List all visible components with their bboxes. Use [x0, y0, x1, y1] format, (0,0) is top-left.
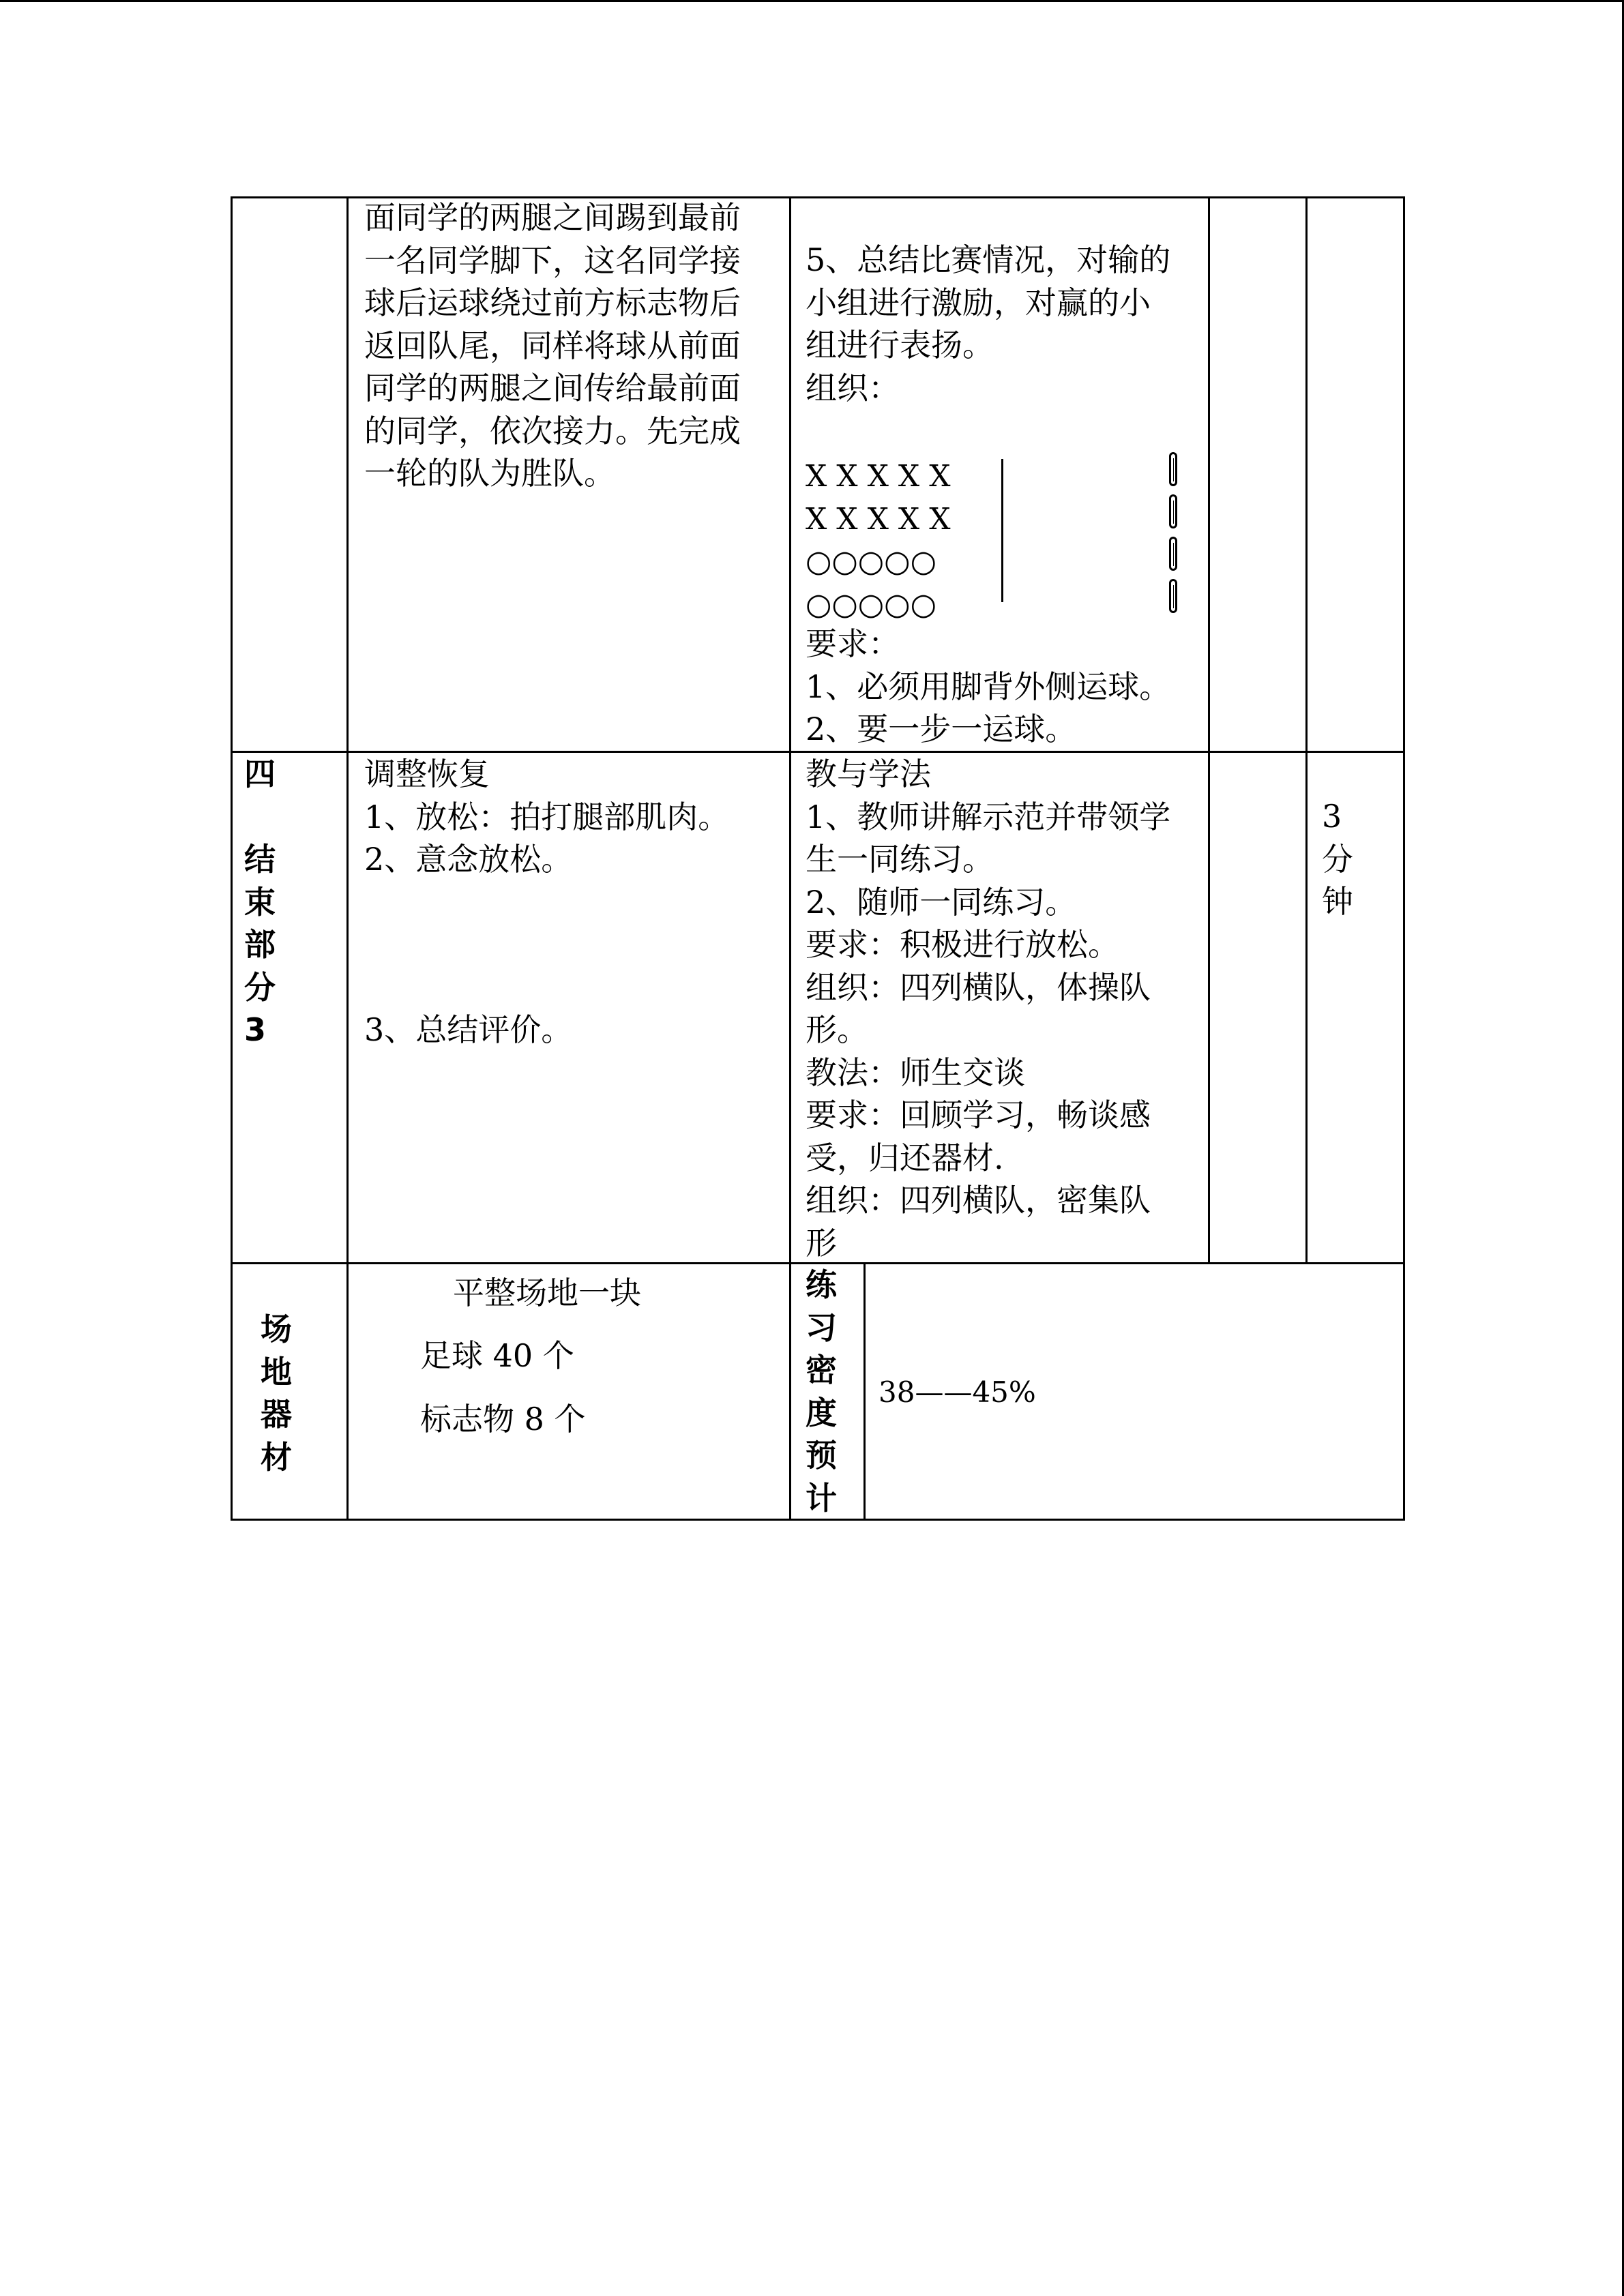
text-line: 要求：: [806, 625, 900, 662]
text-line: 面同学的两腿之间踢到最前: [364, 199, 741, 236]
formation-row: ○○○○○: [806, 586, 936, 622]
text-line: 练: [806, 1266, 837, 1303]
text-line: 组织：四列横队，体操队: [806, 968, 1151, 1006]
formation-row: X X X X X: [806, 459, 951, 494]
text-line: 的同学，依次接力。先完成: [364, 412, 741, 449]
text-line: 3: [1322, 798, 1342, 835]
text-line: 组进行表扬。: [806, 327, 994, 363]
cone-marker-icon: [1169, 579, 1177, 613]
text-line: 返回队尾，同样将球从前面: [364, 327, 741, 364]
col-divider-2: [789, 196, 791, 1521]
text-line: 形: [806, 1224, 837, 1262]
col-divider-4: [1305, 196, 1308, 1264]
text-line: 球后运球绕过前方标志物后: [364, 284, 741, 321]
text-line: 小组进行激励，对赢的小: [806, 284, 1151, 321]
text-line: 地: [261, 1353, 292, 1390]
text-line: 要求：积极进行放松。: [806, 926, 1119, 963]
text-line: 调整恢复: [364, 756, 490, 792]
closing-section-label: [244, 753, 276, 1052]
density-label: [806, 1264, 837, 1519]
table-border-left: [231, 196, 233, 1521]
text-line: 预: [806, 1437, 837, 1474]
text-line: 材: [261, 1438, 292, 1476]
text-line: 四: [244, 756, 276, 792]
cone-marker-icon: [1169, 537, 1177, 571]
text-line: 一名同学脚下，这名同学接: [364, 241, 741, 279]
text-line: 器: [261, 1396, 292, 1433]
text-line: 生一同练习。: [806, 841, 994, 878]
text-line: 1、教师讲解示范并带领学: [806, 798, 1171, 835]
equipment-label: [261, 1308, 292, 1478]
text-line: 组织：: [806, 369, 900, 406]
col-divider-3: [1208, 196, 1210, 1264]
text-line: 形。: [806, 1011, 868, 1048]
equipment-item: 足球 40 个: [420, 1337, 574, 1374]
cone-marker-icon: [1169, 452, 1177, 486]
text-line: 组织：四列横队，密集队: [806, 1182, 1151, 1219]
text-line: 部: [244, 926, 276, 963]
text-line: 教与学法: [806, 756, 931, 792]
text-line: 一轮的队为胜队。: [364, 455, 615, 492]
text-line: 2、随师一同练习。: [806, 883, 1077, 921]
formation-row: ○○○○○: [806, 544, 936, 579]
closing-content-text: [364, 753, 729, 881]
continuation-requirement-text: [806, 623, 1170, 751]
text-line: 结: [244, 841, 276, 878]
col-divider-1: [346, 196, 349, 1521]
text-line: 同学的两腿之间传给最前面: [364, 370, 741, 406]
page-top-border: [0, 0, 1624, 2]
text-line: 分: [1322, 840, 1353, 878]
lesson-plan-table: [231, 196, 1405, 1521]
equipment-item: 标志物 8 个: [420, 1401, 586, 1437]
equipment-item: 平整场地一块: [453, 1274, 641, 1311]
text-line: [244, 796, 276, 839]
text-line: 受，归还器材.: [806, 1139, 1004, 1176]
text-line: 分: [244, 968, 276, 1006]
text-line: 密: [806, 1352, 837, 1388]
text-line: 度: [806, 1394, 837, 1431]
text-line: 1、放松：拍打腿部肌肉。: [364, 798, 730, 835]
cone-marker-icon: [1169, 494, 1177, 528]
text-line: 钟: [1322, 883, 1353, 920]
closing-time: [1322, 795, 1353, 923]
start-line: [1001, 459, 1003, 602]
continuation-method-text: [806, 239, 1170, 409]
text-line: 5、总结比赛情况，对输的: [806, 241, 1171, 278]
text-line: 3: [244, 1011, 267, 1048]
continuation-content-text: [364, 196, 741, 495]
closing-method-text: [806, 753, 1170, 1264]
col-divider-density: [863, 1262, 866, 1521]
text-line: 计: [806, 1479, 837, 1517]
text-line: 2、要一步一运球。: [806, 711, 1077, 747]
closing-summary-text: [364, 1009, 572, 1052]
text-line: 场: [261, 1311, 292, 1347]
formation-row: X X X X X: [806, 501, 951, 537]
text-line: 教法：师生交谈: [806, 1054, 1025, 1091]
formation-diagram: [806, 456, 951, 626]
text-line: 习: [806, 1309, 837, 1346]
density-value: 38——45%: [879, 1375, 1036, 1409]
table-border-right: [1403, 196, 1405, 1521]
text-line: 1、必须用脚背外侧运球。: [806, 668, 1171, 705]
text-line: 要求：回顾学习，畅谈感: [806, 1097, 1151, 1133]
text-line: 束: [244, 883, 276, 921]
text-line: 2、意念放松。: [364, 841, 573, 878]
text-line: 3、总结评价。: [364, 1011, 573, 1048]
